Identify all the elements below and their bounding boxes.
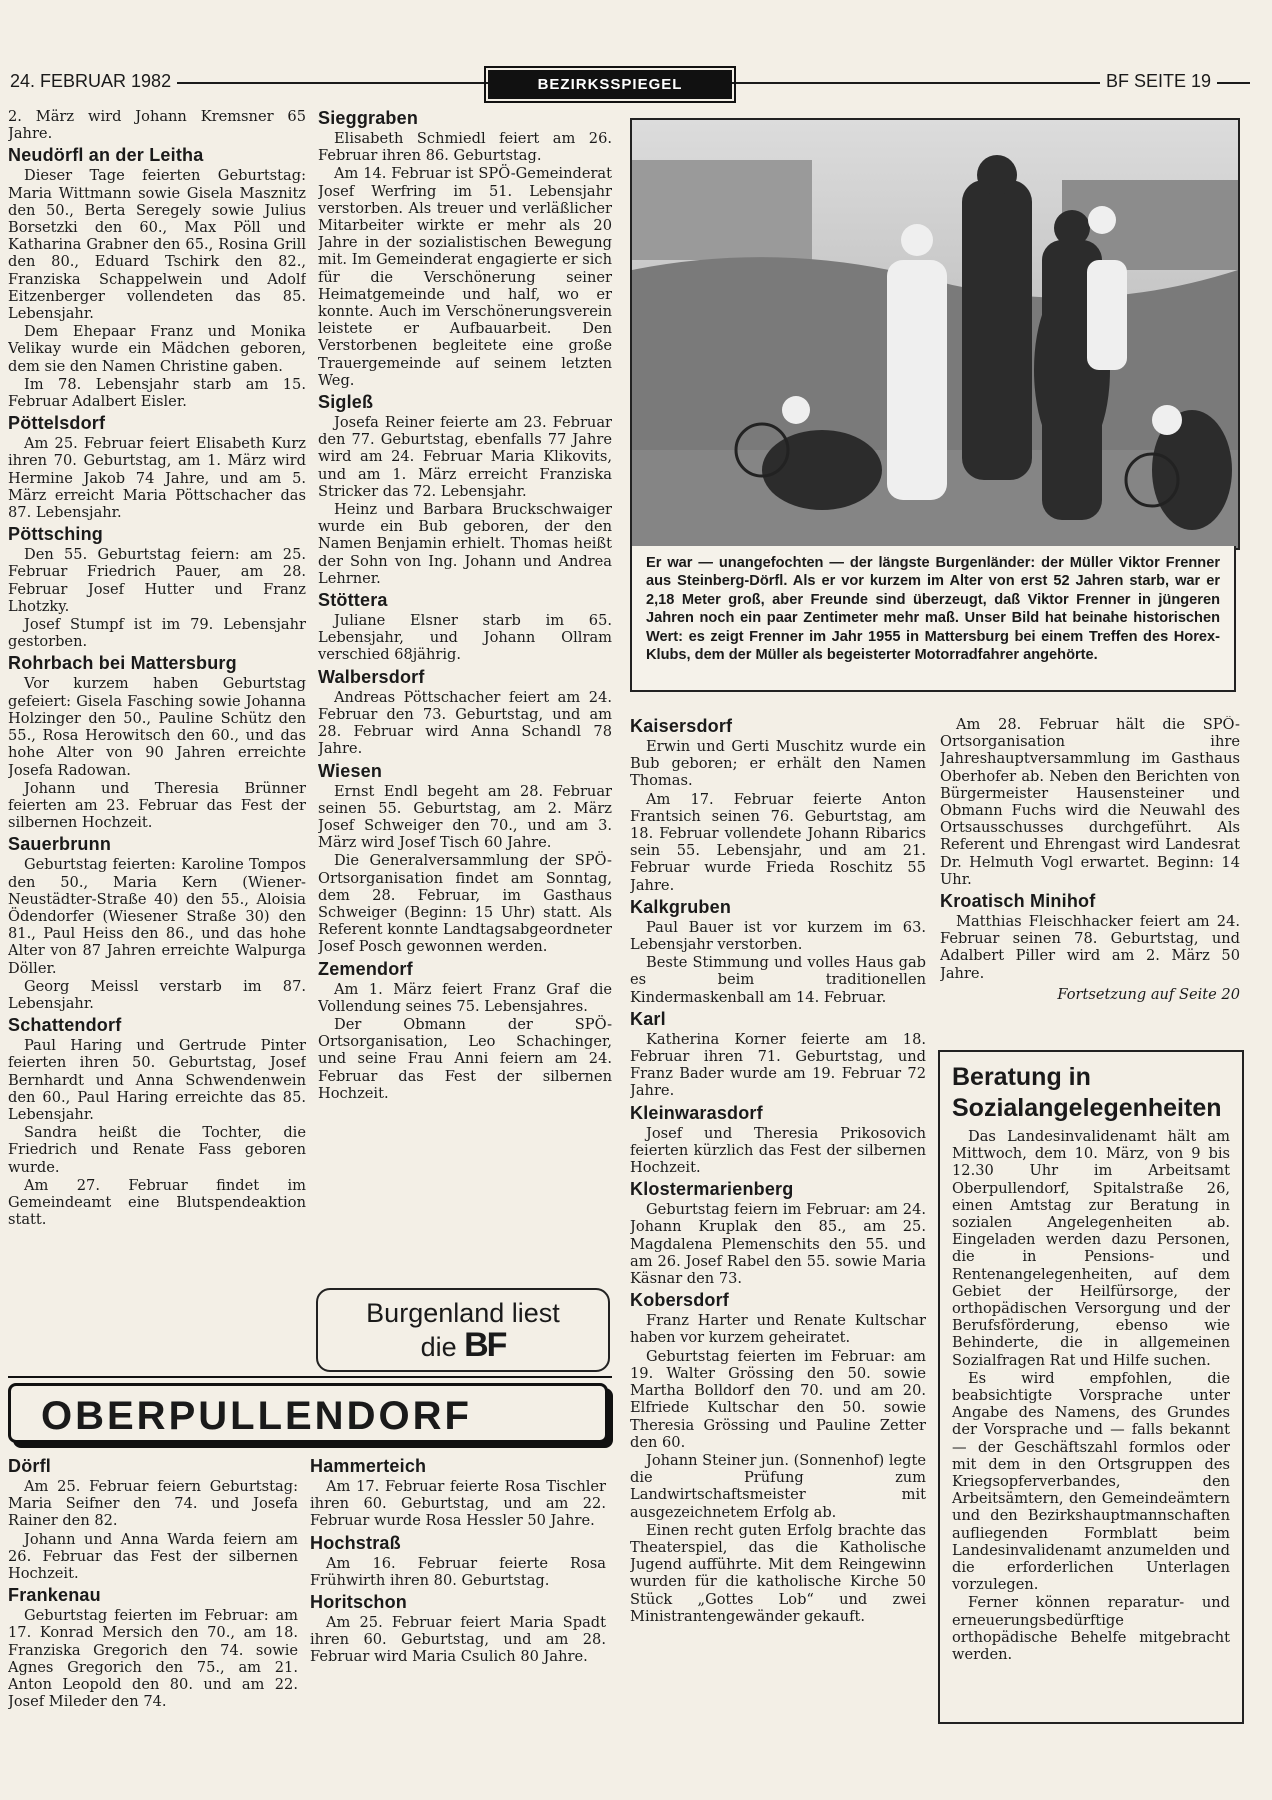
beratung-title: Beratung in Sozialangelegenheiten: [952, 1063, 1222, 1122]
heading-poettelsdorf: Pöttelsdorf: [8, 413, 106, 434]
article-text: Geburtstag feierten: Karoline Tompos den 50., Maria Kern (Wiener-Neustädter-Straße 40) den 55., Aloisia Ödendorfer (Wiesener Straße 30) den 81., Paul Heiss den 86., und das hohe Alter von 87 Jahren erreichte Walpurga Döller.: [8, 856, 306, 977]
photo-illustration: [632, 120, 1238, 548]
article-text: Juliane Elsner starb im 65. Lebensjahr, und Johann Ollram verschied 68jährig.: [318, 612, 612, 664]
article-text: Geburtstag feierten im Februar: am 19. Walter Grössing den 50. sowie Martha Bolldorf den 70. und am 20. Elfriede Kultschar den 50. sowie Theresia Grössing und Pauline Zetter den 60.: [630, 1347, 926, 1451]
article-text: Beste Stimmung und volles Haus gab es beim traditionellen Kindermaskenball am 14. Februar.: [630, 954, 926, 1006]
article-text: Vor kurzem haben Geburtstag gefeiert: Gisela Fasching sowie Johanna Holzinger den 50., Pauline Schütz den 55., Rosa Herowitsch den 60., und das hohe Alter von 90 Jahren erreichte Josefa Radowan.: [8, 675, 306, 779]
heading-hammerteich: Hammerteich: [310, 1456, 427, 1476]
article-text: Geburtstag feiern im Februar: am 24. Johann Kruplak den 85., am 25. Magdalena Plemenschits den 55. und am 26. Josef Rabel den 55. sowie Maria Käsnar den 73.: [630, 1201, 926, 1288]
section-rule: [8, 1376, 612, 1378]
promo-line-1: Burgenland liest: [366, 1298, 560, 1328]
heading-kroatisch-minihof: Kroatisch Minihof: [940, 891, 1096, 912]
heading-kaisersdorf: Kaisersdorf: [630, 716, 733, 736]
heading-kalkgruben: Kalkgruben: [630, 896, 732, 917]
heading-klostermarienberg: Klostermarienberg: [630, 1179, 794, 1200]
ober-column-2: [310, 1456, 606, 1782]
heading-kleinwarasdorf: Kleinwarasdorf: [630, 1102, 763, 1123]
article-text: Am 16. Februar feierte Rosa Frühwirth ihren 80. Geburtstag.: [310, 1554, 606, 1589]
article-text: Es wird empfohlen, die beabsichtigte Vorsprache unter Angabe des Namens, des Grundes der Vorsprache und — falls bekannt — der Geschäftszahl formlos oder mit dem in den Ortsgruppen des Kriegsopferverbandes, den Arbeitsämtern, den Gemeindeämtern und den Bezirkshauptmannschaften aufliegenden Formblatt beim Landesinvalidenamt anzumelden und die erforderlichen Unterlagen vorzulegen.: [952, 1369, 1230, 1594]
article-text: Am 17. Februar feierte Rosa Tischler ihren 60. Geburtstag, und am 22. Februar wurde Rosa Hessler 50 Jahre.: [310, 1478, 606, 1530]
page-number: BF SEITE 19: [1100, 71, 1217, 92]
article-text: Die Generalversammlung der SPÖ-Ortsorganisation findet am Sonntag, dem 28. Februar, im Gasthaus Schweiger (Beginn: 15 Uhr) statt. Als Referent konnte Landtagsabgeordneter Josef Posch gewonnen werden.: [318, 852, 612, 956]
heading-stoettera: Stöttera: [318, 590, 388, 611]
heading-sieggraben: Sieggraben: [318, 108, 419, 128]
continued-note: Fortsetzung auf Seite 20: [1057, 985, 1240, 1003]
article-text: Paul Bauer ist vor kurzem im 63. Lebensjahr verstorben.: [630, 918, 926, 954]
article-text: Josef und Theresia Prikosovich feierten kürzlich das Fest der silbernen Hochzeit.: [630, 1124, 926, 1177]
heading-poettsching: Pöttsching: [8, 524, 103, 545]
article-text: Matthias Fleischhacker feiert am 24. Februar seinen 78. Geburtstag, und Adalbert Piller wird am 2. März 50 Jahre.: [940, 913, 1240, 982]
article-text: Georg Meissl verstarb im 87. Lebensjahr.: [8, 977, 306, 1012]
article-text: Im 78. Lebensjahr starb am 15. Februar Adalbert Eisler.: [8, 375, 306, 411]
article-text: Am 25. Februar feiern Geburtstag: Maria Seifner den 74. und Josefa Rainer den 82.: [8, 1478, 298, 1530]
article-text: Elisabeth Schmiedl feiert am 26. Februar ihren 86. Geburtstag.: [318, 130, 612, 165]
article-text: Sandra heißt die Tochter, die Friedrich und Renate Fass geboren wurde.: [8, 1124, 306, 1176]
article-text: Am 14. Februar ist SPÖ-Gemeinderat Josef Werfring im 51. Lebensjahr verstorben. Als treuer und verläßlicher Mitarbeiter wirkte er mehr als 20 Jahre in der sozialistischen Bewegung mit. Im Gemeinderat engagierte er sich für die Verschönerung seiner Heimatgemeinde und half, wo er konnte. Auch im Verschönerungsverein leistete er Aufbauarbeit. Den Verstorbenen begleitete eine große Trauergemeinde auf seinem letzten Weg.: [318, 165, 612, 389]
historic-photo: [630, 118, 1240, 550]
photo-caption: Er war — unangefochten — der längste Burgenländer: der Müller Viktor Frenner aus Steinberg-Dörfl. Als er vor kurzem im Alter von erst 52 Jahren starb, war er 2,18 Meter groß, aber Freunde sind überzeugt, daß Viktor Frenner in jüngeren Jahren noch ein paar Zentimeter mehr maß. Unser Bild hat beinahe historischen Wert: es zeigt Frenner im Jahr 1955 in Mattersburg bei einem Treffen des Horex-Klubs, dem der Müller als begeisterter Motorradfahrer angehörte.: [630, 546, 1236, 692]
article-text: Einen recht guten Erfolg brachte das Theaterspiel, das die Katholische Jugend aufführte. Mit dem Reingewinn wurden für die katholische Kirche 50 Stück „Gottes Lob“ und zwei Ministrantengewänder gekauft.: [630, 1521, 926, 1625]
promo-line-2: die: [420, 1332, 457, 1362]
column-2: [318, 108, 612, 1288]
column-1: [8, 108, 306, 1370]
article-text: Den 55. Geburtstag feiern: am 25. Februar Friedrich Pauer, am 28. Februar Josef Hutter und Franz Lhotzky.: [8, 546, 306, 615]
article-text: Am 25. Februar feiert Elisabeth Kurz ihren 70. Geburtstag, am 1. März wird Hermine Jakob 74 Jahre, und am 5. März erreicht Maria Pöttschacher das 87. Lebensjahr.: [8, 435, 306, 522]
heading-zemendorf: Zemendorf: [318, 958, 413, 979]
bf-logo: BF: [464, 1326, 506, 1364]
article-text: Am 1. März feiert Franz Graf die Vollendung seines 75. Lebensjahres.: [318, 980, 612, 1015]
article-text: Johann und Theresia Brünner feierten am 23. Februar das Fest der silbernen Hochzeit.: [8, 779, 306, 832]
article-text: Geburtstag feierten im Februar: am 17. Konrad Mersich den 70., am 18. Franziska Gregorich den 74. sowie Agnes Gregorich den 75., am 21. Anton Leopold den 80. und am 22. Josef Mileder den 74.: [8, 1607, 298, 1711]
heading-hochstrass: Hochstraß: [310, 1532, 401, 1553]
article-text: Josef Stumpf ist im 79. Lebensjahr gestorben.: [8, 616, 306, 651]
article-text: Am 25. Februar feiert Maria Spadt ihren 60. Geburtstag, und am 28. Februar wird Maria Csulich 80 Jahre.: [310, 1614, 606, 1666]
heading-horitschon: Horitschon: [310, 1592, 408, 1613]
heading-karl: Karl: [630, 1008, 666, 1029]
article-text: 2. März wird Johann Kremsner 65 Jahre.: [8, 108, 306, 143]
article-text: Das Landesinvalidenamt hält am Mittwoch, dem 10. März, von 9 bis 12.30 Uhr im Arbeitsamt Oberpullendorf, Spitalstraße 26, einen Amtstag zur Beratung in sozialen Angelegenheiten ab. Eingeladen werden dazu Personen, die in Pensions- und Rentenangelegenheiten, auf dem Gebiet der Heilfürsorge, der orthopädischen Versorgung und der Berufsförderung, ebenso wie Behinderte, die in allgemeinen Sozialfragen Rat und Hilfe suchen.: [952, 1128, 1230, 1369]
heading-kobersdorf: Kobersdorf: [630, 1290, 730, 1311]
article-text: Johann Steiner jun. (Sonnenhof) legte die Prüfung zum Landwirtschaftsmeister mit ausgezeichnetem Erfolg ab.: [630, 1451, 926, 1521]
article-text: Johann und Anna Warda feiern am 26. Februar das Fest der silbernen Hochzeit.: [8, 1530, 298, 1583]
article-text: Paul Haring und Gertrude Pinter feierten ihren 50. Geburtstag, Josef Bernhardt und Anna Schwendenwein den 60., Paul Haring erreichte das 85. Lebensjahr.: [8, 1037, 306, 1123]
heading-schattendorf: Schattendorf: [8, 1015, 122, 1036]
article-text: Dieser Tage feierten Geburtstag: Maria Wittmann sowie Gisela Masznitz den 50., Berta Seregely sowie Julius Borsetzki den 60., Max Pöll und Katharina Grabner den 65., Rosina Grill den 80., Eduard Tschirk den 82., Franziska Schappelwein und Adolf Eitzenberger vollendeten das 85. Lebensjahr.: [8, 167, 306, 323]
beratung-box: [938, 1050, 1244, 1724]
article-text: Ernst Endl begeht am 28. Februar seinen 55. Geburtstag, am 2. März Josef Schweiger den 70., und am 3. März wird Josef Tisch 60 Jahre.: [318, 782, 612, 852]
heading-rohrbach: Rohrbach bei Mattersburg: [8, 653, 237, 674]
article-text: Am 27. Februar findet im Gemeindeamt eine Blutspendeaktion statt.: [8, 1176, 306, 1229]
heading-doerfl: Dörfl: [8, 1456, 51, 1476]
ober-column-1: [8, 1456, 298, 1782]
column-3: [630, 716, 926, 1732]
article-text: Katherina Korner feierte am 18. Februar ihren 71. Geburtstag, und Franz Bader wurde am 19. Februar 72 Jahre.: [630, 1030, 926, 1100]
issue-date: 24. FEBRUAR 1982: [4, 71, 177, 92]
article-text: Josefa Reiner feierte am 23. Februar den 77. Geburtstag, ebenfalls 77 Jahre wird am 24. Februar Maria Klikovits, und am 1. März erreicht Franziska Stricker das 72. Lebensjahr.: [318, 414, 612, 500]
article-text: Franz Harter und Renate Kultschar haben vor kurzem geheiratet.: [630, 1312, 926, 1347]
heading-walbersdorf: Walbersdorf: [318, 666, 425, 687]
article-text: Erwin und Gerti Muschitz wurde ein Bub geboren; er erhält den Namen Thomas.: [630, 738, 926, 790]
heading-sauerbrunn: Sauerbrunn: [8, 834, 112, 855]
article-text: Ferner können reparatur- und erneuerungsbedürftige orthopädische Behelfe mitgebracht werden.: [952, 1594, 1230, 1664]
article-text: Am 17. Februar feierte Anton Frantsich seinen 76. Geburtstag, am 18. Februar vollendete Johann Ribarics sein 55. Lebensjahr, und am 21. Februar wurde Frieda Roschitz 55 Jahre.: [630, 790, 926, 894]
heading-neudoerfl: Neudörfl an der Leitha: [8, 145, 204, 166]
heading-sigless: Sigleß: [318, 392, 374, 413]
oberpullendorf-banner: OBERPULLENDORF: [8, 1383, 608, 1443]
article-text: Am 28. Februar hält die SPÖ-Ortsorganisation ihre Jahreshauptversammlung im Gasthaus Oberhofer ab. Neben den Berichten von Bürgermeister Hausensteiner und Obmann Fuchs wird die Neuwahl des Ortsausschusses durchgeführt. Als Referent und Ehrengast wird Landesrat Dr. Helmuth Vogl erwartet. Beginn: 14 Uhr.: [940, 716, 1240, 888]
bf-promo-box: [316, 1288, 610, 1372]
section-title: BEZIRKSSPIEGEL: [488, 70, 732, 99]
article-text: Der Obmann der SPÖ-Ortsorganisation, Leo Schachinger, und seine Frau Anni feiern am 24. Februar das Fest der silbernen Hochzeit.: [318, 1015, 612, 1102]
heading-wiesen: Wiesen: [318, 760, 383, 781]
heading-frankenau: Frankenau: [8, 1585, 101, 1606]
article-text: Andreas Pöttschacher feiert am 24. Februar den 73. Geburtstag, und am 28. Februar wird Anna Schandl 78 Jahre.: [318, 688, 612, 758]
column-4: [940, 716, 1240, 1044]
article-text: Dem Ehepaar Franz und Monika Velikay wurde ein Mädchen geboren, dem sie den Namen Christine gaben.: [8, 323, 306, 375]
article-text: Heinz und Barbara Bruckschwaiger wurde ein Bub geboren, der den Namen Benjamin erhielt. Thomas heißt der Sohn von Ing. Johann und Andrea Lehrner.: [318, 501, 612, 587]
